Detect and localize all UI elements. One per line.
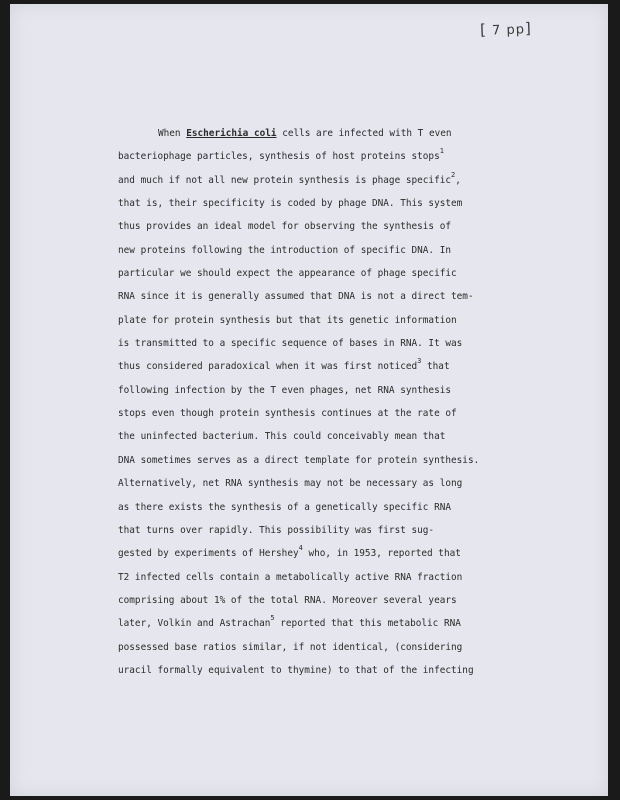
line-text: comprising about 1% of the total RNA. Moreover several years xyxy=(118,594,457,606)
footnote-ref: 2 xyxy=(451,170,456,179)
text-line xyxy=(118,472,503,495)
line-post: , xyxy=(455,174,461,186)
line-text: new proteins following the introduction of specific DNA. In xyxy=(118,244,452,256)
line-text: later, Volkin and Astrachan xyxy=(118,618,271,630)
text-line xyxy=(118,309,503,332)
line-post: that xyxy=(421,361,450,373)
text-line xyxy=(118,449,503,472)
line-text: RNA since it is generally assumed that DNA is not a direct tem- xyxy=(118,291,474,303)
line-text: as there exists the synthesis of a genetically specific RNA xyxy=(118,501,452,513)
line-pre: When xyxy=(158,128,187,139)
text-line xyxy=(118,122,503,145)
text-line xyxy=(118,566,503,589)
text-line xyxy=(118,169,503,192)
line-post: who, in 1953, reported that xyxy=(302,548,461,560)
text-line xyxy=(118,659,503,682)
note-bracket-open: [ xyxy=(479,20,488,39)
text-line xyxy=(118,332,503,355)
line-text: that turns over rapidly. This possibility was first sug- xyxy=(118,524,435,536)
text-line xyxy=(118,496,503,519)
line-text: the uninfected bacterium. This could conceivably mean that xyxy=(118,431,446,443)
line-text: uracil formally equivalent to thymine) to that of the infecting xyxy=(118,664,474,676)
footnote-ref: 5 xyxy=(270,614,275,623)
line-text: plate for protein synthesis but that its genetic information xyxy=(118,314,457,326)
text-line xyxy=(118,285,503,308)
line-text: stops even though protein synthesis continues at the rate of xyxy=(118,408,457,420)
note-bracket-close: ] xyxy=(524,19,533,38)
text-line xyxy=(118,239,503,262)
text-line xyxy=(118,355,503,378)
text-line xyxy=(118,589,503,612)
text-line xyxy=(118,519,503,542)
line-text: possessed base ratios similar, if not identical, (considering xyxy=(118,641,463,653)
line-text: gested by experiments of Hershey xyxy=(118,548,299,560)
text-line xyxy=(118,402,503,425)
footnote-ref: 1 xyxy=(439,147,444,156)
line-text: is transmitted to a specific sequence of bases in RNA. It was xyxy=(118,338,463,350)
line-text: following infection by the T even phages, net RNA synthesis xyxy=(118,384,452,396)
line-post: reported that this metabolic RNA xyxy=(274,618,461,630)
text-line xyxy=(118,612,503,635)
text-line xyxy=(118,192,503,215)
note-text: 7 pp xyxy=(491,22,526,39)
line-text: bacteriophage particles, synthesis of host proteins stops xyxy=(118,151,440,163)
line-post: cells are infected with T even xyxy=(276,128,452,139)
page-count-note xyxy=(480,19,532,39)
text-line xyxy=(118,215,503,238)
document-page xyxy=(10,4,608,796)
text-line xyxy=(118,262,503,285)
text-line xyxy=(118,542,503,565)
text-line xyxy=(118,425,503,448)
text-line xyxy=(118,636,503,659)
line-text: T2 infected cells contain a metabolically active RNA fraction xyxy=(118,571,463,583)
line-text: DNA sometimes serves as a direct template for protein synthesis. xyxy=(118,454,480,466)
line-text: thus considered paradoxical when it was first noticed xyxy=(118,361,418,373)
line-text: and much if not all new protein synthesis is phage specific xyxy=(118,174,452,186)
body-text xyxy=(118,122,503,682)
line-text: particular we should expect the appearance of phage specific xyxy=(118,268,457,280)
species-name: Escherichia coli xyxy=(186,128,277,139)
text-line xyxy=(118,145,503,168)
footnote-ref: 3 xyxy=(417,357,422,366)
line-text: Alternatively, net RNA synthesis may not be necessary as long xyxy=(118,478,463,490)
footnote-ref: 4 xyxy=(298,544,303,553)
line-text: thus provides an ideal model for observing the synthesis of xyxy=(118,221,452,233)
line-text: that is, their specificity is coded by phage DNA. This system xyxy=(118,198,463,210)
text-line xyxy=(118,379,503,402)
